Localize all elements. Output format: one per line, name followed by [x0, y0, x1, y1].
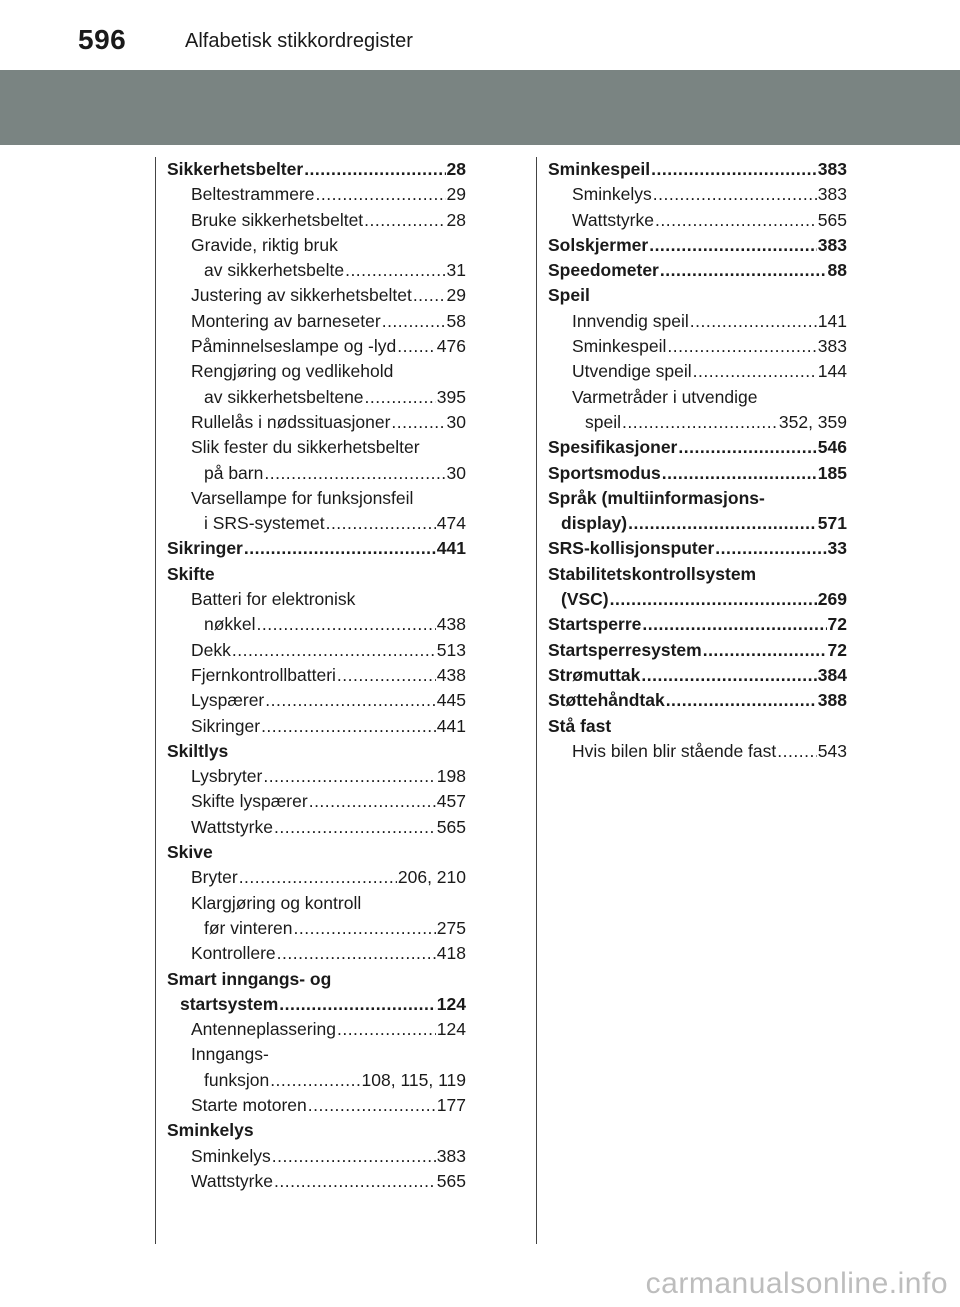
- index-entry: [167, 182, 466, 207]
- page-reference: 565: [817, 209, 847, 230]
- index-entry: [167, 688, 466, 713]
- index-term: Speil: [548, 285, 590, 306]
- page-reference: 546: [817, 437, 847, 458]
- index-entry: [167, 385, 466, 410]
- page-reference: 58: [446, 310, 466, 331]
- page-reference: 72: [827, 614, 847, 635]
- index-entry: [167, 789, 466, 814]
- dot-leader: [365, 385, 436, 410]
- index-term: Speedometer: [548, 260, 659, 281]
- index-entry: [548, 182, 847, 207]
- index-term: Utvendige speil: [572, 361, 692, 382]
- index-term: Rullelås i nødssituasjoner: [191, 411, 391, 432]
- index-column-right: [548, 157, 847, 764]
- index-term: Sportsmodus: [548, 462, 661, 483]
- page-reference: 108, 115, 119: [361, 1069, 466, 1090]
- dot-leader: [263, 764, 435, 789]
- dot-leader: [715, 536, 826, 561]
- index-term: Wattstyrke: [191, 816, 273, 837]
- page-reference: 144: [817, 361, 847, 382]
- index-entry: [548, 233, 847, 258]
- index-term: Språk (multiinformasjons-: [548, 487, 765, 508]
- dot-leader: [261, 714, 436, 739]
- index-term: Wattstyrke: [572, 209, 654, 230]
- index-term: Innvendig speil: [572, 310, 689, 331]
- page-reference: 185: [817, 462, 847, 483]
- index-term: Sikkerhetsbelter: [167, 159, 304, 179]
- index-entry: [167, 739, 466, 764]
- dot-leader: [391, 410, 445, 435]
- index-entry: [167, 587, 466, 612]
- index-entry: [167, 1017, 466, 1042]
- index-term: Beltestrammere: [191, 184, 315, 205]
- dot-leader: [270, 1068, 360, 1093]
- index-term: Sminkespeil: [548, 159, 651, 179]
- dot-leader: [232, 638, 436, 663]
- index-term: Støttehåndtak: [548, 690, 665, 711]
- page-reference: 30: [446, 411, 466, 432]
- dot-leader: [265, 688, 436, 713]
- dot-leader: [628, 511, 817, 536]
- index-entry: [167, 941, 466, 966]
- index-entry: [548, 486, 847, 511]
- index-entry: [167, 334, 466, 359]
- page-reference: 28: [446, 159, 466, 179]
- dot-leader: [413, 283, 446, 308]
- header-band: [0, 70, 960, 145]
- index-term: Lyspærer: [191, 690, 265, 711]
- index-term: Bryter: [191, 867, 238, 888]
- page-title: Alfabetisk stikkordregister: [185, 30, 413, 52]
- dot-leader: [690, 309, 817, 334]
- index-entry: [167, 1169, 466, 1194]
- page-reference: 177: [436, 1094, 466, 1115]
- index-term: Batteri for elektronisk: [191, 589, 356, 610]
- page-reference: 30: [446, 462, 466, 483]
- index-term: SRS-kollisjonsputer: [548, 538, 715, 559]
- dot-leader: [397, 334, 436, 359]
- index-term: Varmetråder i utvendige: [572, 386, 758, 407]
- dot-leader: [622, 410, 778, 435]
- right-column-rule: [536, 157, 537, 1244]
- index-entry: [167, 815, 466, 840]
- dot-leader: [660, 258, 827, 283]
- page-reference: 275: [436, 917, 466, 938]
- dot-leader: [364, 208, 445, 233]
- page-reference: 457: [436, 791, 466, 812]
- index-entry: [167, 157, 466, 182]
- dot-leader: [274, 815, 436, 840]
- page-reference: 438: [436, 664, 466, 685]
- dot-leader: [274, 1169, 436, 1194]
- page-reference: 383: [817, 336, 847, 357]
- dot-leader: [277, 941, 436, 966]
- index-term: Starte motoren: [191, 1094, 307, 1115]
- index-term: Lysbryter: [191, 766, 263, 787]
- page-number: 596: [78, 24, 127, 55]
- index-term: nøkkel: [204, 614, 256, 635]
- index-entry: [548, 587, 847, 612]
- dot-leader: [239, 865, 397, 890]
- index-entry: [167, 359, 466, 384]
- index-entry: [548, 359, 847, 384]
- page-reference: 31: [446, 260, 466, 281]
- dot-leader: [257, 612, 436, 637]
- page-reference: 29: [446, 184, 466, 205]
- index-term: Slik fester du sikkerhetsbelter: [191, 437, 420, 458]
- page-reference: 565: [436, 816, 466, 837]
- index-term: Solskjermer: [548, 234, 649, 255]
- dot-leader: [244, 536, 436, 561]
- index-term: Bruke sikkerhetsbeltet: [191, 209, 364, 230]
- page-reference: 28: [446, 209, 466, 230]
- index-term: Justering av sikkerhetsbeltet: [191, 285, 412, 306]
- dot-leader: [264, 461, 445, 486]
- index-entry: [167, 233, 466, 258]
- index-term: Startsperresystem: [548, 639, 702, 660]
- index-entry: [167, 865, 466, 890]
- index-entry: [167, 1042, 466, 1067]
- index-entry: [548, 461, 847, 486]
- dot-leader: [777, 739, 817, 764]
- page-reference: 543: [817, 740, 847, 761]
- dot-leader: [653, 182, 817, 207]
- page-reference: 383: [817, 234, 847, 255]
- dot-leader: [703, 638, 827, 663]
- index-term: av sikkerhetsbelte: [204, 260, 345, 281]
- dot-leader: [678, 435, 816, 460]
- index-entry: [548, 208, 847, 233]
- index-term: Sminkelys: [191, 1145, 271, 1166]
- index-term: Klargjøring og kontroll: [191, 892, 362, 913]
- page-reference: 418: [436, 943, 466, 964]
- index-entry: [167, 1118, 466, 1143]
- page-reference: 269: [817, 589, 847, 610]
- index-entry: [548, 511, 847, 536]
- index-entry: [167, 1093, 466, 1118]
- index-entry: [167, 638, 466, 663]
- index-entry: [167, 435, 466, 460]
- index-term: Stabilitetskontrollsystem: [548, 563, 757, 584]
- index-entry: [167, 840, 466, 865]
- page-reference: 33: [827, 538, 847, 559]
- page-reference: 571: [817, 513, 847, 534]
- page-reference: 383: [436, 1145, 466, 1166]
- index-entry: [167, 486, 466, 511]
- index-term: Strømuttak: [548, 664, 641, 685]
- page-reference: 441: [436, 538, 466, 559]
- index-entry: [167, 714, 466, 739]
- page-reference: 565: [436, 1170, 466, 1191]
- index-term: Startsperre: [548, 614, 642, 635]
- index-term: Skifte lyspærer: [191, 791, 308, 812]
- page-reference: 141: [817, 310, 847, 331]
- index-term: Antenneplassering: [191, 1019, 336, 1040]
- index-entry: [167, 967, 466, 992]
- page-reference: 124: [436, 993, 466, 1014]
- dot-leader: [337, 663, 436, 688]
- index-term: Dekk: [191, 639, 231, 660]
- index-entry: [167, 410, 466, 435]
- dot-leader: [279, 992, 436, 1017]
- index-term: Rengjøring og vedlikehold: [191, 361, 394, 382]
- index-term: Fjernkontrollbatteri: [191, 664, 336, 685]
- dot-leader: [667, 334, 816, 359]
- index-term: Sminkelys: [167, 1120, 254, 1141]
- index-entry: [167, 612, 466, 637]
- dot-leader: [304, 157, 445, 182]
- page-reference: 476: [436, 336, 466, 357]
- index-term: Gravide, riktig bruk: [191, 234, 338, 255]
- page-reference: 383: [817, 159, 847, 179]
- index-entry: [167, 258, 466, 283]
- dot-leader: [345, 258, 445, 283]
- dot-leader: [649, 233, 817, 258]
- index-entry: [548, 410, 847, 435]
- index-term: speil: [585, 411, 621, 432]
- index-column-left: [167, 157, 466, 1194]
- index-entry: [548, 334, 847, 359]
- index-term: Montering av barneseter: [191, 310, 381, 331]
- index-entry: [548, 309, 847, 334]
- index-entry: [167, 663, 466, 688]
- index-term: Skifte: [167, 563, 215, 584]
- index-term: Wattstyrke: [191, 1170, 273, 1191]
- index-term: på barn: [204, 462, 264, 483]
- index-term: funksjon: [204, 1069, 270, 1090]
- index-entry: [167, 916, 466, 941]
- index-entry: [167, 891, 466, 916]
- index-term: display): [561, 513, 628, 534]
- index-term: Smart inngangs- og: [167, 968, 332, 989]
- dot-leader: [651, 157, 817, 182]
- index-entry: [167, 283, 466, 308]
- index-term: Skive: [167, 842, 213, 863]
- index-entry: [548, 258, 847, 283]
- index-term: Inngangs-: [191, 1044, 269, 1065]
- page-reference: 441: [436, 715, 466, 736]
- page-reference: 88: [827, 260, 847, 281]
- page-reference: 388: [817, 690, 847, 711]
- page-reference: 29: [446, 285, 466, 306]
- index-term: (VSC): [561, 589, 609, 610]
- index-term: Hvis bilen blir stående fast: [572, 740, 777, 761]
- page-reference: 384: [817, 664, 847, 685]
- page-reference: 352, 359: [778, 411, 847, 432]
- page-header: [0, 0, 960, 70]
- index-entry: [167, 536, 466, 561]
- index-entry: [548, 612, 847, 637]
- dot-leader: [662, 461, 817, 486]
- index-entry: [167, 309, 466, 334]
- index-term: før vinteren: [204, 917, 293, 938]
- page-reference: 438: [436, 614, 466, 635]
- index-term: Sminkespeil: [572, 336, 667, 357]
- index-term: Stå fast: [548, 715, 612, 736]
- dot-leader: [337, 1017, 436, 1042]
- index-term: Sikringer: [191, 715, 261, 736]
- dot-leader: [610, 587, 817, 612]
- dot-leader: [326, 511, 436, 536]
- index-entry: [548, 562, 847, 587]
- index-entry: [167, 562, 466, 587]
- index-term: startsystem: [180, 993, 279, 1014]
- index-term: i SRS-systemet: [204, 513, 325, 534]
- page-reference: 124: [436, 1019, 466, 1040]
- index-entry: [167, 1144, 466, 1169]
- index-entry: [548, 283, 847, 308]
- dot-leader: [382, 309, 446, 334]
- page-reference: 198: [436, 766, 466, 787]
- index-entry: [548, 663, 847, 688]
- index-entry: [548, 739, 847, 764]
- dot-leader: [641, 663, 816, 688]
- index-entry: [167, 461, 466, 486]
- dot-leader: [655, 208, 817, 233]
- index-entry: [548, 435, 847, 460]
- index-term: Skiltlys: [167, 740, 229, 761]
- index-entry: [167, 764, 466, 789]
- index-entry: [548, 385, 847, 410]
- dot-leader: [308, 1093, 436, 1118]
- index-entry: [548, 536, 847, 561]
- index-entry: [167, 1068, 466, 1093]
- index-entry: [167, 992, 466, 1017]
- dot-leader: [666, 688, 817, 713]
- index-entry: [167, 208, 466, 233]
- dot-leader: [309, 789, 436, 814]
- index-term: Kontrollere: [191, 943, 276, 964]
- page-reference: 445: [436, 690, 466, 711]
- index-term: Sminkelys: [572, 184, 652, 205]
- page-reference: 72: [827, 639, 847, 660]
- page-reference: 395: [436, 386, 466, 407]
- index-term: Sikringer: [167, 538, 243, 559]
- index-term: Påminnelseslampe og -lyd: [191, 336, 397, 357]
- page-reference: 206, 210: [397, 867, 466, 888]
- index-entry: [548, 714, 847, 739]
- dot-leader: [316, 182, 446, 207]
- dot-leader: [693, 359, 817, 384]
- dot-leader: [272, 1144, 436, 1169]
- index-term: Varsellampe for funksjonsfeil: [191, 487, 414, 508]
- dot-leader: [294, 916, 436, 941]
- index-entry: [548, 688, 847, 713]
- page-reference: 474: [436, 513, 466, 534]
- page-reference: 513: [436, 639, 466, 660]
- index-entry: [548, 638, 847, 663]
- index-entry: [548, 157, 847, 182]
- left-column-rule: [155, 157, 156, 1244]
- page-reference: 383: [817, 184, 847, 205]
- dot-leader: [642, 612, 826, 637]
- watermark: carmanualsonline.info: [645, 1267, 948, 1300]
- index-term: av sikkerhetsbeltene: [204, 386, 364, 407]
- index-entry: [167, 511, 466, 536]
- index-term: Spesifikasjoner: [548, 437, 678, 458]
